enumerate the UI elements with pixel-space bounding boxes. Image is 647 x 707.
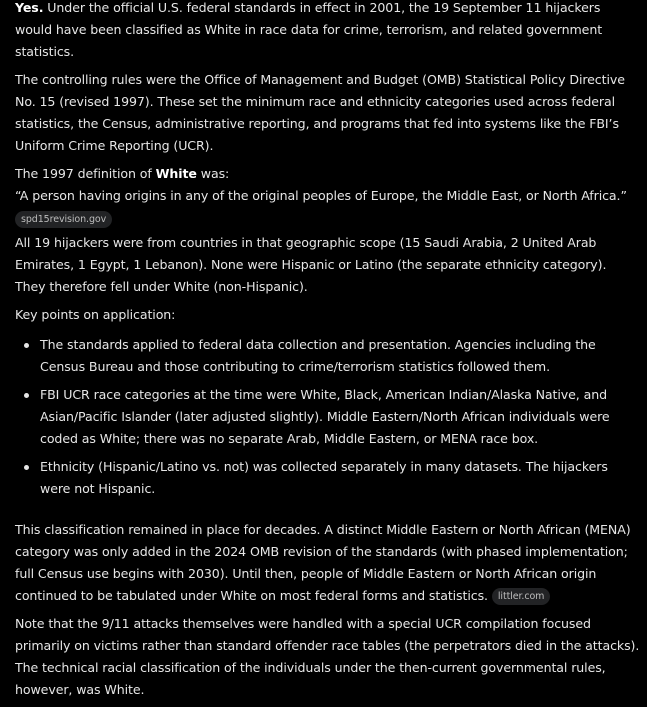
list-item-text: The standards applied to federal data collection and presentation. Agencies including the Census Bureau and those contributing to crime/terrorism statistics followed them. (40, 337, 596, 374)
definition-line (15, 163, 640, 185)
list-item (15, 334, 640, 378)
source-chip-littler[interactable]: littler.com (492, 588, 550, 605)
section-spacer (15, 506, 640, 519)
definition-source-row (15, 208, 640, 230)
key-points-heading: Key points on application: (15, 307, 176, 322)
hijackers-paragraph: All 19 hijackers were from countries in that geographic scope (15 Saudi Arabia, 2 United Arab Emirates, 1 Egypt, 1 Lebanon). None were Hispanic or Latino (the separate ethnicity category). They therefore fell under White (non-Hispanic). (15, 235, 607, 294)
definition-prefix: The 1997 definition of (15, 166, 156, 181)
intro-lead: Yes. (15, 0, 44, 15)
key-points-list (15, 334, 640, 500)
intro-text: Under the official U.S. federal standards in effect in 2001, the 19 September 11 hijackers would have been classified as White in race data for crime, terrorism, and related government statistics. (15, 0, 603, 59)
bullet-icon (24, 343, 29, 348)
source-chip-spd15revision[interactable]: spd15revision.gov (15, 211, 112, 228)
definition-suffix: was: (196, 166, 230, 181)
definition-term: White (155, 166, 197, 181)
closing-paragraph: Note that the 9/11 attacks themselves were handled with a special UCR compilation focused primarily on victims rather than standard offender race tables (the perpetrators died in the attacks). The technical racial classification of the individuals under the then-current governmental rules, however, was White. (15, 616, 640, 697)
list-item-text: FBI UCR race categories at the time were White, Black, American Indian/Alaska Native, and Asian/Pacific Islander (later adjusted slightly). Middle Eastern/North African individuals were coded as White; there was no separate Arab, Middle Eastern, or MENA race box. (40, 387, 610, 446)
bullet-icon (24, 393, 29, 398)
bullet-icon (24, 465, 29, 470)
classification-paragraph (15, 519, 640, 607)
intro-paragraph (15, 0, 640, 63)
classification-text: This classification remained in place for decades. A distinct Middle Eastern or North African (MENA) category was only added in the 2024 OMB revision of the standards (with phased implementation; full Census use begins with 2030). Until then, people of Middle Eastern or North African origin continued to be tabulated under White on most federal forms and statistics. (15, 522, 631, 603)
rules-paragraph: The controlling rules were the Office of Management and Budget (OMB) Statistical Policy Directive No. 15 (revised 1997). These set the minimum race and ethnicity categories used across federal statistics, the Census, administrative reporting, and programs that fed into systems like the FBI’s Uniform Crime Reporting (UCR). (15, 72, 625, 153)
response-body (15, 0, 640, 707)
list-item (15, 456, 640, 500)
list-item (15, 384, 640, 450)
list-item-text: Ethnicity (Hispanic/Latino vs. not) was collected separately in many datasets. The hijackers were not Hispanic. (40, 459, 608, 496)
definition-quote: “A person having origins in any of the original peoples of Europe, the Middle East, or North Africa.” (15, 188, 627, 203)
